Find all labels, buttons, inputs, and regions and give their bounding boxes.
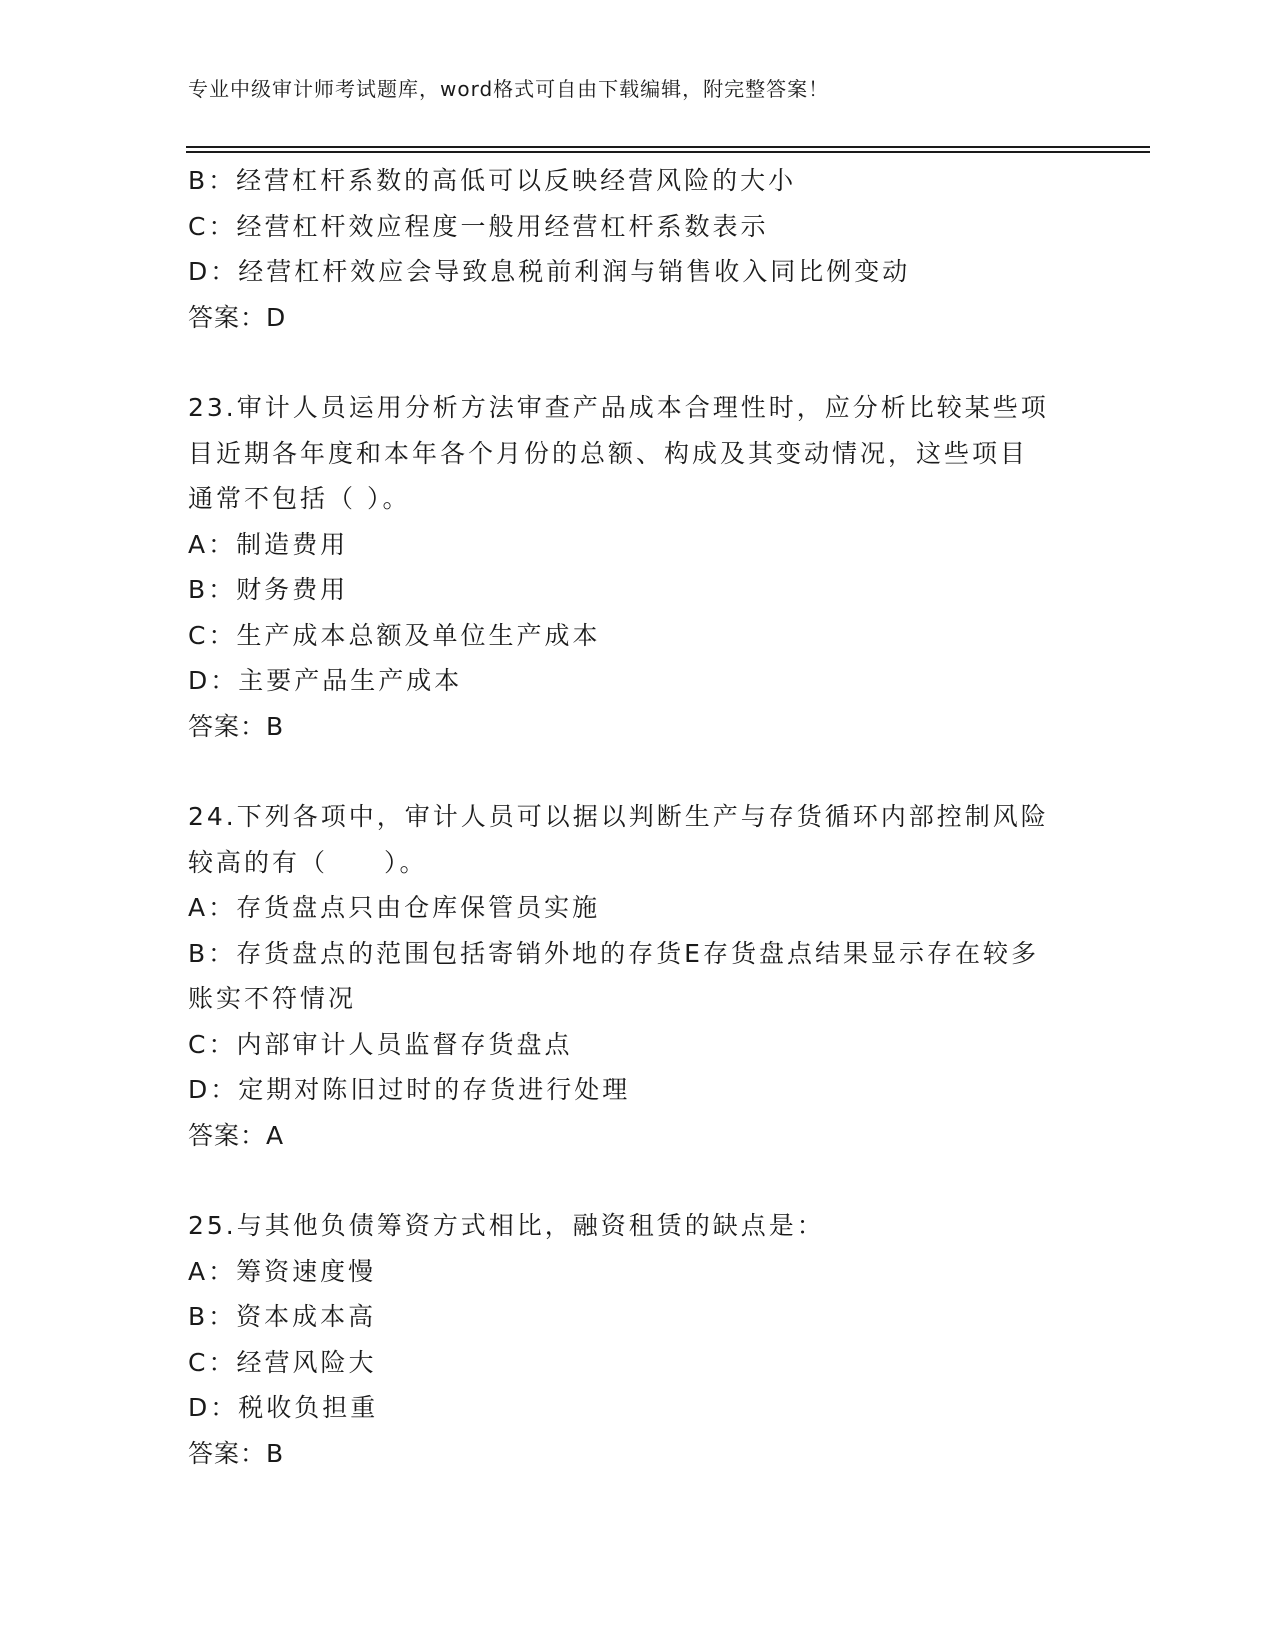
question-block [188, 1203, 1088, 1476]
header-rule-bottom [186, 151, 1150, 153]
answer-option: B：财务费用 [188, 575, 349, 604]
header-rule-top [186, 146, 1150, 148]
answer-option: A：筹资速度慢 [188, 1256, 377, 1286]
question-spacer [188, 749, 1088, 794]
question-stem-line: 23.审计人员运用分析方法审查产品成本合理性时，应分析比较某些项 [188, 393, 1049, 422]
answer-option: D：税收负担重 [188, 1393, 379, 1422]
answer-option: C：生产成本总额及单位生产成本 [188, 620, 601, 650]
question-stem-line: 较高的有（ ）。 [188, 847, 428, 877]
answer-option: C：经营风险大 [188, 1347, 377, 1377]
question-stem-line: 24.下列各项中，审计人员可以据以判断生产与存货循环内部控制风险 [188, 802, 1049, 831]
answer-option: B：存货盘点的范围包括寄销外地的存货E存货盘点结果显示存在较多 [188, 938, 1039, 968]
question-spacer [188, 1158, 1088, 1203]
answer-option: 账实不符情况 [188, 984, 357, 1013]
answer-option: C：内部审计人员监督存货盘点 [188, 1029, 573, 1059]
answer-key: 答案：D [188, 302, 287, 332]
answer-key: 答案：B [188, 711, 285, 741]
question-block [188, 385, 1088, 749]
page-header: 专业中级审计师考试题库，word格式可自由下载编辑，附完整答案！ [188, 77, 830, 101]
answer-key: 答案：A [188, 1120, 285, 1150]
question-block [188, 158, 1088, 340]
question-stem-line: 通常不包括（ ）。 [188, 484, 411, 513]
answer-option: C：经营杠杆效应程度一般用经营杠杆系数表示 [188, 211, 769, 241]
answer-option: B：经营杠杆系数的高低可以反映经营风险的大小 [188, 166, 797, 195]
answer-option: A：存货盘点只由仓库保管员实施 [188, 893, 601, 922]
answer-key: 答案：B [188, 1438, 285, 1468]
question-spacer [188, 340, 1088, 385]
answer-option: B：资本成本高 [188, 1302, 377, 1331]
question-stem-line: 目近期各年度和本年各个月份的总额、构成及其变动情况，这些项目 [188, 438, 1029, 468]
answer-option: D：定期对陈旧过时的存货进行处理 [188, 1075, 631, 1104]
question-list [188, 158, 1088, 1476]
question-block [188, 794, 1088, 1158]
answer-option: D：经营杠杆效应会导致息税前利润与销售收入同比例变动 [188, 257, 911, 286]
answer-option: A：制造费用 [188, 529, 349, 559]
answer-option: D：主要产品生产成本 [188, 666, 463, 695]
question-stem-line: 25.与其他负债筹资方式相比，融资租赁的缺点是： [188, 1211, 825, 1240]
